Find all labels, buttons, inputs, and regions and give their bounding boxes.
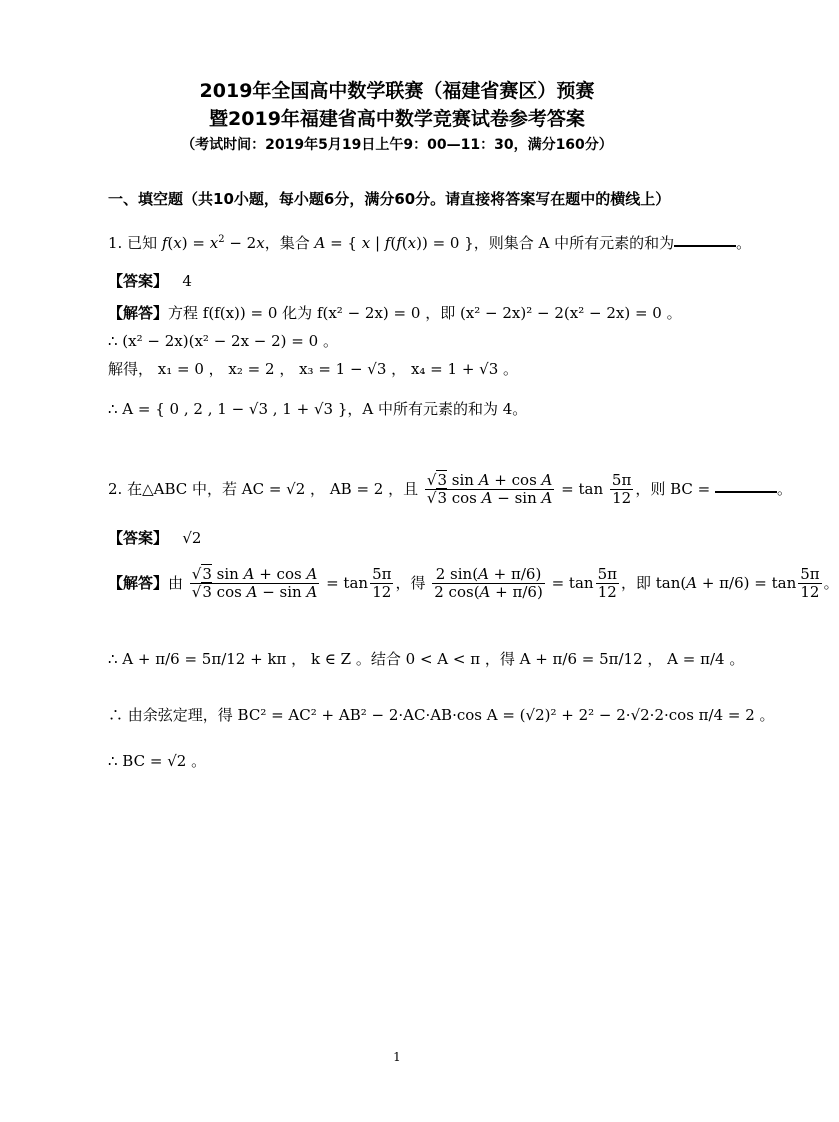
set-expression: ∴ A = { 0 , 2 , 1 − √3 , 1 + √3 }， [108,400,363,418]
page-number: 1 [393,1050,401,1064]
answer-value: 4 [182,272,192,290]
q2-solution-line-3: ∴ 由余弦定理，得 BC² = AC² + AB² − 2·AC·AB·cos A = (√2)² + 2² − 2·√2·2·cos π/4 = 2 。 [108,706,775,724]
answer-value: √2 [182,529,202,547]
question-1: 1. 已知 $f(x) = x^2 - 2x$，集合 A = { x | f(f(x)) = 0 }，则集合 A 中所有元素的和为 。 [108,234,752,252]
tan-fraction: $\frac{5\pi}{12}$ [611,471,632,508]
answer-label: 【答案】 [108,272,169,290]
q2-suffix: ，则 BC = [635,479,715,498]
answer-blank [674,245,736,247]
ratio-fraction: $\frac{\text{√3 sin A + cos A}}{\text{√3 cos A − sin A}}$ [426,471,553,508]
q2-solution-line-2: ∴ A + π/6 = 5π/12 + kπ ， k ∈ Z 。结合 0 < A < π ，得 A + π/6 = 5π/12 ， A = π/4 。 [108,650,745,668]
q1-mid: ，集合 [264,234,315,252]
q2-answer [108,527,201,548]
solution-label: 【解答】 [108,573,169,592]
q1-solution-line-4 [108,398,527,419]
q1-answer [108,270,192,291]
answer-label: 【答案】 [108,529,169,547]
answer-blank [715,491,777,493]
solution-label: 【解答】 [108,304,169,322]
q1-prefix: 1. 已知 [108,234,162,252]
q1-suffix: ，则集合 A 中所有元素的和为 [473,234,675,252]
solution-text: 方程 f(f(x)) = 0 化为 f(x² − 2x) = 0 ，即 (x² − 2x)² − 2(x² − 2x) = 0 。 [168,304,682,322]
section-heading: 一、填空题（共10小题，每小题6分，满分60分。请直接将答案写在题中的横线上） [108,190,671,208]
sum-conclusion: A 中所有元素的和为 4。 [362,400,528,418]
question-2: 2. 在△ABC 中，若 AC = √2 ， AB = 2 ，且 $\frac{\text{√3 sin A + cos A}}{\text{√3 cos A − sin A}}$ = tan $\frac{5\pi}{12}$ ，则 BC = 。 [108,471,792,508]
page-subtitle: 暨2019年福建省高中数学竞赛试卷参考答案 [209,108,585,130]
exam-time-note: （考试时间：2019年5月19日上午9：00—11：30，满分160分） [181,137,613,153]
page-title: 2019年全国高中数学联赛（福建省赛区）预赛 [199,80,595,102]
q2-prefix: 2. 在△ABC 中，若 AC = √2 ， AB = 2 ，且 [108,479,419,498]
q1-solution-line-3: 解得， x₁ = 0 ， x₂ = 2 ， x₃ = 1 − √3 ， x₄ = 1 + √3 。 [108,360,519,378]
q1-solution-line-1 [108,302,682,323]
q2-solution-line-1: 【解答】由 $\frac{\text{√3 sin A + cos A}}{\text{√3 cos A − sin A}}$ = tan $\frac{5\pi}{12}$ ，得 $\frac{2 \sin(A + \pi/6)}{2 \cos(A + \pi/6)}$ = tan $\frac{5\pi}{12}$ ，即 tan(A + π/6) = tan $\frac{5\pi}{12}$ 。 [108,565,839,602]
q2-solution-line-4: ∴ BC = √2 。 [108,752,207,770]
q1-solution-line-2: ∴ (x² − 2x)(x² − 2x − 2) = 0 。 [108,332,338,350]
